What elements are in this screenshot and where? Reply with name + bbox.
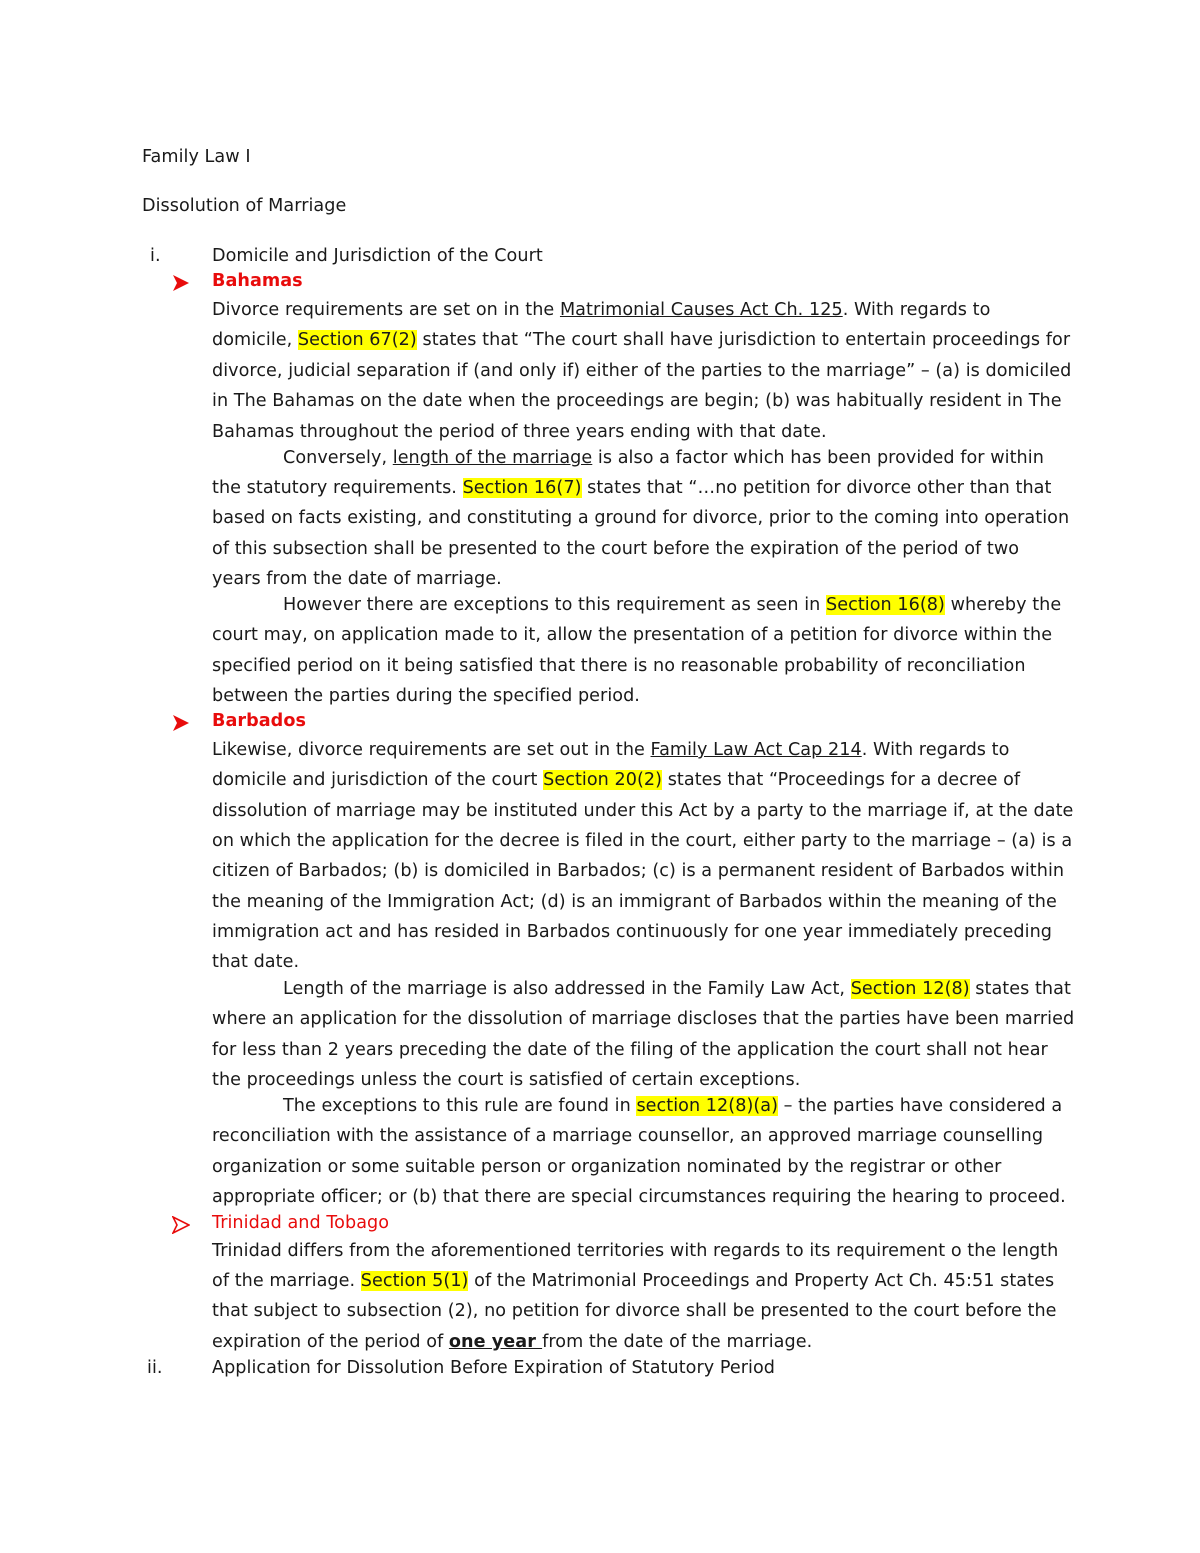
section-heading-application: Application for Dissolution Before Expiration of Statutory Period [212, 1358, 776, 1378]
paragraph-line: that subject to subsection (2), no petition for divorce shall be presented to the court before the [212, 1301, 1057, 1321]
section-numeral-ii: ii. [147, 1358, 163, 1378]
subsection-heading-trinidad: Trinidad and Tobago [212, 1213, 390, 1233]
paragraph-line: the statutory requirements. Section 16(7) states that “…no petition for divorce other than that [212, 478, 1052, 498]
paragraph-line: of this subsection shall be presented to the court before the expiration of the period of two [212, 539, 1020, 559]
paragraph-line: The exceptions to this rule are found in section 12(8)(a) – the parties have considered a [283, 1096, 1063, 1116]
highlighted-section-reference: Section 5(1) [360, 1271, 469, 1291]
paragraph-line: court may, on application made to it, allow the presentation of a petition for divorce within the [212, 625, 1053, 645]
paragraph-line: the proceedings unless the court is satisfied of certain exceptions. [212, 1070, 801, 1090]
statute-reference: Family Law Act Cap 214 [650, 740, 862, 760]
paragraph-line: on which the application for the decree is filed in the court, either party to the marriage – (a) is a [212, 831, 1073, 851]
document-title: Family Law I [142, 147, 251, 167]
paragraph-line: reconciliation with the assistance of a marriage counsellor, an approved marriage counselling [212, 1126, 1044, 1146]
paragraph-line: expiration of the period of one year from the date of the marriage. [212, 1332, 813, 1352]
paragraph-line: the meaning of the Immigration Act; (d) is an immigrant of Barbados within the meaning of the [212, 892, 1057, 912]
paragraph-line: based on facts existing, and constituting a ground for divorce, prior to the coming into operation [212, 508, 1070, 528]
paragraph-line: years from the date of marriage. [212, 569, 502, 589]
paragraph-line: Likewise, divorce requirements are set out in the Family Law Act Cap 214. With regards to [212, 740, 1010, 760]
highlighted-section-reference: Section 67(2) [297, 330, 417, 350]
arrowhead-bullet-icon [172, 274, 190, 292]
paragraph-line: specified period on it being satisfied that there is no reasonable probability of reconciliation [212, 656, 1026, 676]
section-numeral-i: i. [150, 246, 161, 266]
highlighted-section-reference: section 12(8)(a) [636, 1096, 779, 1116]
paragraph-line: where an application for the dissolution of marriage discloses that the parties have been married [212, 1009, 1075, 1029]
paragraph-line: of the marriage. Section 5(1) of the Matrimonial Proceedings and Property Act Ch. 45:51 states [212, 1271, 1055, 1291]
paragraph-line: in The Bahamas on the date when the proceedings are begin; (b) was habitually resident in The [212, 391, 1062, 411]
statute-reference: Matrimonial Causes Act Ch. 125 [559, 300, 843, 320]
highlighted-section-reference: Section 16(7) [462, 478, 582, 498]
paragraph-line: Divorce requirements are set on in the Matrimonial Causes Act Ch. 125. With regards to [212, 300, 991, 320]
paragraph-line: citizen of Barbados; (b) is domiciled in Barbados; (c) is a permanent resident of Barbados within [212, 861, 1065, 881]
paragraph-line: Conversely, length of the marriage is also a factor which has been provided for within [283, 448, 1044, 468]
paragraph-line: Bahamas throughout the period of three years ending with that date. [212, 422, 827, 442]
paragraph-line: domicile, Section 67(2) states that “The court shall have jurisdiction to entertain proceedings for [212, 330, 1071, 350]
arrowhead-bullet-icon [172, 714, 190, 732]
paragraph-line: for less than 2 years preceding the date of the filing of the application the court shall not hear [212, 1040, 1048, 1060]
paragraph-line: Trinidad differs from the aforementioned territories with regards to its requirement o the length [212, 1241, 1059, 1261]
paragraph-line: that date. [212, 952, 300, 972]
paragraph-line: domicile and jurisdiction of the court Section 20(2) states that “Proceedings for a decree of [212, 770, 1021, 790]
arrowhead-bullet-icon [172, 1216, 190, 1234]
paragraph-line: dissolution of marriage may be instituted under this Act by a party to the marriage if, at the date [212, 801, 1074, 821]
highlighted-section-reference: Section 20(2) [543, 770, 663, 790]
paragraph-line: immigration act and has resided in Barbados continuously for one year immediately preceding [212, 922, 1053, 942]
emphasized-phrase: one year [448, 1332, 543, 1352]
paragraph-line: appropriate officer; or (b) that there are special circumstances requiring the hearing to proceed. [212, 1187, 1066, 1207]
paragraph-line: Length of the marriage is also addressed in the Family Law Act, Section 12(8) states that [283, 979, 1071, 999]
paragraph-line: However there are exceptions to this requirement as seen in Section 16(8) whereby the [283, 595, 1062, 615]
paragraph-line: divorce, judicial separation if (and only if) either of the parties to the marriage” – (a) is domiciled [212, 361, 1072, 381]
paragraph-line: between the parties during the specified period. [212, 686, 640, 706]
document-subtitle: Dissolution of Marriage [142, 196, 347, 216]
highlighted-section-reference: Section 12(8) [850, 979, 970, 999]
subsection-heading-barbados: Barbados [212, 711, 306, 731]
underlined-phrase: length of the marriage [392, 448, 593, 468]
paragraph-line: organization or some suitable person or organization nominated by the registrar or other [212, 1157, 1002, 1177]
subsection-heading-bahamas: Bahamas [212, 271, 303, 291]
highlighted-section-reference: Section 16(8) [826, 595, 945, 615]
section-heading-domicile: Domicile and Jurisdiction of the Court [212, 246, 543, 266]
